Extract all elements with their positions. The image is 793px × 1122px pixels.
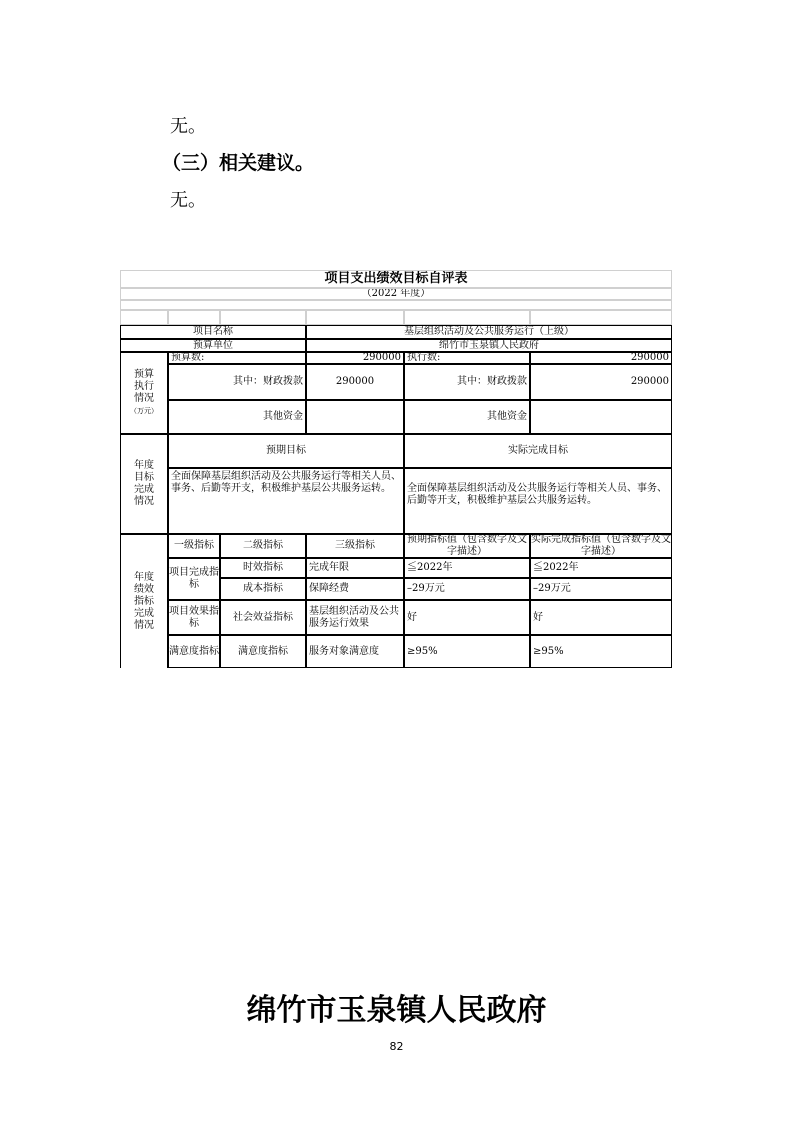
paragraph-none-1: 无。	[170, 116, 206, 137]
table-year: （2022 年度）	[120, 288, 672, 300]
project-name-value: 基层组织活动及公共服务运行（上级）	[306, 325, 672, 339]
annual-goal-label: 年度目标完成情况	[134, 460, 154, 507]
fiscal-label-exec: 其中：财政拨款	[404, 364, 530, 400]
header-expected-value: 预期指标值（包含数字及文字描述）	[404, 534, 530, 558]
budget-unit-value: 绵竹市玉泉镇人民政府	[306, 339, 672, 352]
row-expected: ≦2022年	[404, 558, 530, 578]
annual-goal-label-cell	[120, 434, 168, 534]
budget-execution-label-cell	[120, 352, 168, 434]
budget-unit-label: 预算单位	[120, 339, 306, 352]
row-actual: ≦2022年	[530, 558, 672, 578]
row-actual: ≥95%	[530, 635, 672, 668]
blank-cell	[306, 310, 404, 325]
blank-cell	[220, 310, 306, 325]
header-level3: 三级指标	[306, 534, 404, 558]
row-level1: 项目完成指标	[168, 558, 220, 600]
row-actual: 好	[530, 600, 672, 635]
expected-goal-header: 预期目标	[168, 434, 404, 468]
project-name-label: 项目名称	[120, 325, 306, 339]
blank-cell	[404, 310, 530, 325]
row-level3: 保障经费	[306, 578, 404, 600]
row-expected: 好	[404, 600, 530, 635]
fiscal-label-budget: 其中：财政拨款	[168, 364, 306, 400]
exec-count-label: 执行数:	[404, 352, 530, 364]
table-title: 项目支出绩效目标自评表	[120, 270, 672, 288]
row-level2: 社会效益指标	[220, 600, 306, 635]
page-number: 82	[389, 1040, 404, 1053]
actual-goal-text: 全面保障基层组织活动及公共服务运行等相关人员、事务、后勤等开支，积极维护基层公共服务运转。	[404, 468, 672, 534]
row-level3: 完成年限	[306, 558, 404, 578]
actual-goal-header: 实际完成目标	[404, 434, 672, 468]
row-level2: 满意度指标	[220, 635, 306, 668]
header-actual-value: 实际完成指标值（包含数字及文字描述）	[531, 534, 671, 557]
row-level2: 成本指标	[220, 578, 306, 600]
indicator-section-label: 年度绩效指标完成情况	[134, 571, 154, 631]
blank-cell	[530, 310, 672, 325]
exec-count-value: 290000	[530, 352, 672, 364]
header-level2: 二级指标	[220, 534, 306, 558]
blank-cell	[120, 310, 168, 325]
other-funds-label-exec: 其他资金	[404, 400, 530, 434]
budget-count-value: 290000	[306, 352, 404, 364]
footer-organization: 绵竹市玉泉镇人民政府	[246, 993, 547, 1028]
row-expected: –29万元	[404, 578, 530, 600]
header-level1: 一级指标	[168, 534, 220, 558]
other-funds-budget-value	[306, 400, 404, 434]
other-funds-label-budget: 其他资金	[168, 400, 306, 434]
blank-row	[120, 300, 672, 310]
budget-execution-label: 预算执行情况	[134, 369, 154, 404]
row-level2: 时效指标	[220, 558, 306, 578]
fiscal-exec-value: 290000	[530, 364, 672, 400]
row-actual: –29万元	[530, 578, 672, 600]
indicator-section-label-cell	[120, 534, 168, 668]
blank-cell	[168, 310, 220, 325]
section-heading-suggestions: （三）相关建议。	[162, 152, 315, 174]
other-funds-exec-value	[530, 400, 672, 434]
budget-unit-note: （万元）	[130, 407, 158, 415]
expected-goal-text: 全面保障基层组织活动及公共服务运行等相关人员、事务、后勤等开支，积极维护基层公共服务运转。	[168, 468, 404, 534]
row-level3: 服务对象满意度	[306, 635, 404, 668]
fiscal-budget-value: 290000	[306, 364, 404, 400]
row-expected: ≥95%	[404, 635, 530, 668]
row-level1: 满意度指标	[168, 635, 220, 668]
row-level1: 项目效果指标	[168, 600, 220, 635]
budget-count-label: 预算数:	[168, 352, 306, 364]
performance-table	[120, 270, 672, 668]
row-level3: 基层组织活动及公共服务运行效果	[306, 600, 404, 635]
paragraph-none-2: 无。	[170, 190, 206, 211]
